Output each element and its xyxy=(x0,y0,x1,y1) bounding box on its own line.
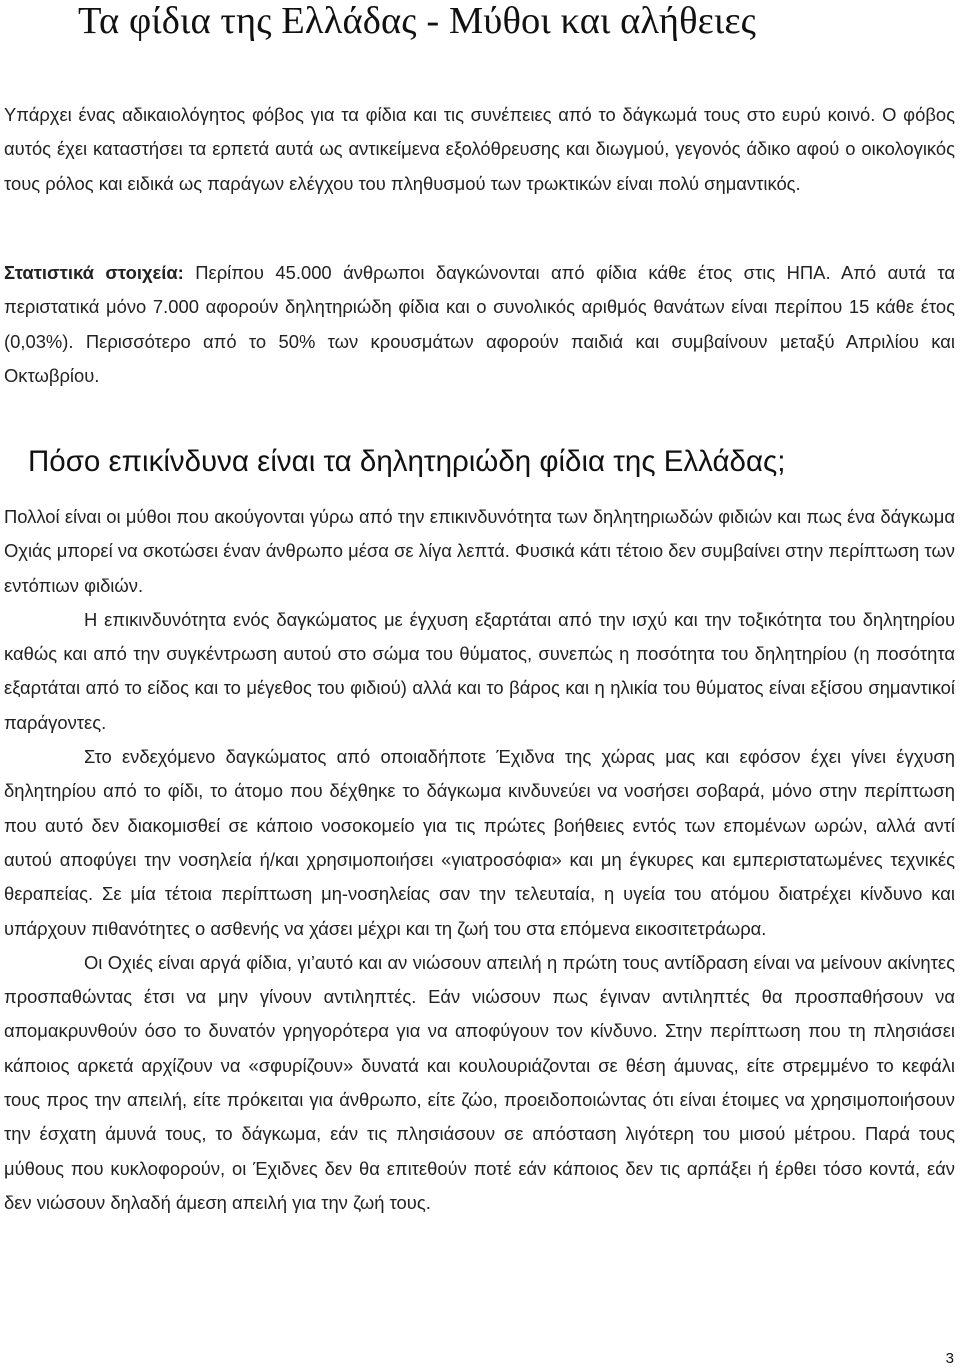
section-body xyxy=(4,500,955,1220)
statistics-paragraph xyxy=(4,256,955,393)
document-title: Τα φίδια της Ελλάδας - Μύθοι και αλήθειες xyxy=(78,0,756,42)
statistics-label: Στατιστικά στοιχεία: xyxy=(4,262,184,283)
section-heading: Πόσο επικίνδυνα είναι τα δηλητηριώδη φίδια της Ελλάδας; xyxy=(28,445,786,478)
intro-paragraph: Υπάρχει ένας αδικαιολόγητος φόβος για τα φίδια και τις συνέπειες από το δάγκωμά τους στο ευρύ κοινό. Ο φόβος αυτός έχει καταστήσει τα ερπετά αυτά ως αντικείμενα εξολόθρευσης και διωγμού, γεγονός άδικο αφού ο οικολογικός τους ρόλος και ειδικά ως παράγων ελέγχου του πληθυσμού των τρωκτικών είναι πολύ σημαντικός. xyxy=(4,104,955,194)
statistics-text: Περίπου 45.000 άνθρωποι δαγκώνονται από φίδια κάθε έτος στις ΗΠΑ. Από αυτά τα περιστατικά μόνο 7.000 αφορούν δηλητηριώδη φίδια και ο συνολικός αριθμός θανάτων είναι περίπου 15 κάθε έτος (0,03%). Περισσότερο από το 50% των κρουσμάτων αφορούν παιδιά και συμβαίνουν μεταξύ Απριλίου και Οκτωβρίου. xyxy=(4,262,955,386)
body-paragraph: Πολλοί είναι οι μύθοι που ακούγονται γύρω από την επικινδυνότητα των δηλητηριωδών φιδιών και πως ένα δάγκωμα Οχιάς μπορεί να σκοτώσει έναν άνθρωπο μέσα σε λίγα λεπτά. Φυσικά κάτι τέτοιο δεν συμβαίνει στην περίπτωση των εντόπιων φιδιών. xyxy=(4,506,955,596)
page-number: 3 xyxy=(945,1350,954,1367)
body-paragraph: Η επικινδυνότητα ενός δαγκώματος με έγχυση εξαρτάται από την ισχύ και την τοξικότητα του δηλητηρίου καθώς και από την συγκέντρωση αυτού στο σώμα του θύματος, συνεπώς η ποσότητα του δηλητηρίου (η ποσότητα εξαρτάται από το είδος και το μέγεθος του φιδιού) αλλά και το βάρος και η ηλικία του θύματος είναι εξίσου σημαντικοί παράγοντες. xyxy=(4,608,955,733)
body-paragraph: Στο ενδεχόμενο δαγκώματος από οποιαδήποτε Έχιδνα της χώρας μας και εφόσον έχει γίνει έγχυση δηλητηρίου από το φίδι, το άτομο που δέχθηκε το δάγκωμα κινδυνεύει να νοσήσει σοβαρά, μόνο στην περίπτωση που αυτό δεν διακομισθεί σε κάποιο νοσοκομείο για τις πρώτες βοήθειες εντός των επομένων ωρών, αλλά αντί αυτού αποφύγει την νοσηλεία ή/και χρησιμοποιήσει «γιατροσόφια» και μη έγκυρες και εμπεριστατωμένες τεχνικές θεραπείας. Σε μία τέτοια περίπτωση μη-νοσηλείας σαν την τελευταία, η υγεία του ατόμου διατρέχει κίνδυνο και υπάρχουν πιθανότητες ο ασθενής να χάσει μέχρι και τη ζωή του στα επόμενα εικοσιτετράωρα. xyxy=(4,746,955,939)
body-paragraph: Οι Οχιές είναι αργά φίδια, γι’αυτό και αν νιώσουν απειλή η πρώτη τους αντίδραση είναι να μείνουν ακίνητες προσπαθώντας έτσι να μην γίνουν αντιληπτές. Εάν νιώσουν πως έγιναν αντιληπτές θα προσπαθήσουν να απομακρυνθούν όσο το δυνατόν γρηγορότερα για να αποφύγουν τον κίνδυνο. Στην περίπτωση που τη πλησιάσει κάποιος αρκετά αρχίζουν να «σφυρίζουν» δυνατά και κουλουριάζονται σε θέση άμυνας, είτε στρεμμένο το κεφάλι τους προς την απειλή, είτε πρόκειται για άνθρωπο, είτε ζώο, προειδοποιώντας ότι είναι έτοιμες να χρησιμοποιήσουν την έσχατη άμυνά τους, το δάγκωμα, εάν τις πλησιάσουν σε απόσταση λιγότερη του μισού μέτρου. Παρά τους μύθους που κυκλοφορούν, οι Έχιδνες δεν θα επιτεθούν ποτέ εάν κάποιος δεν τις αρπάξει ή έρθει τόσο κοντά, εάν δεν νιώσουν δηλαδή άμεση απειλή για την ζωή τους. xyxy=(4,951,955,1213)
